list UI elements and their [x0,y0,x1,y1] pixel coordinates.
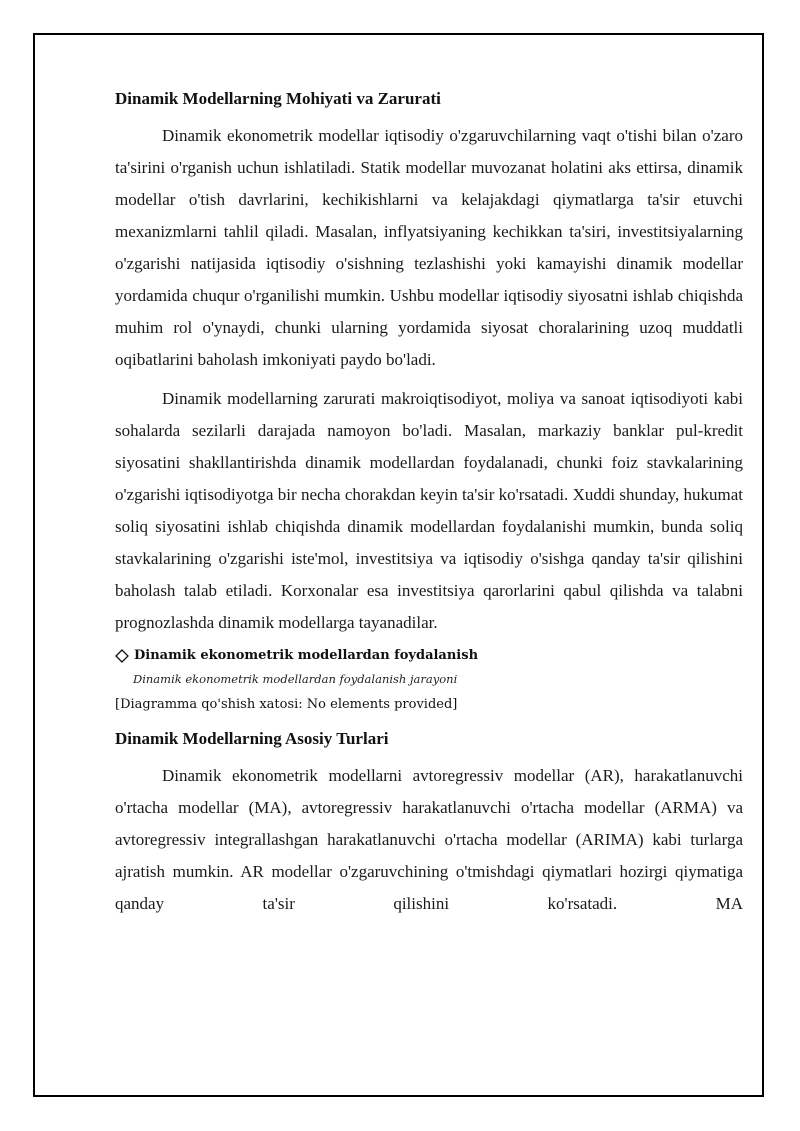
paragraph-zarurati-2: Dinamik modellarning zarurati makroiqtisodiyot, moliya va sanoat iqtisodiyoti kabi sohalarda sezilarli darajada namoyon bo'ladi. Masalan, markaziy banklar pul-kredit siyosatini shakllantirishda dinamik modellardan foydalanadi, chunki foiz stavkalarining o'zgarishi iqtisodiyotga bir necha chorakdan keyin ta'sir ko'rsatadi. Xuddi shunday, hukumat soliq siyosatini ishlab chiqishda dinamik modellardan foydalanishi mumkin, bunda soliq stavkalarining o'zgarishi iste'mol, investitsiya va iqtisodiy o'sishga qanday ta'sir qilishini baholash talab etiladi. Korxonalar esa investitsiya qarorlarini qabul qilishda va talabni prognozlashda dinamik modellarga tayanadilar. [115,389,743,632]
tag-icon [115,649,129,663]
diagram-callout-title [115,646,743,666]
document-body [115,86,743,927]
paragraph-mohiyati-1: Dinamik ekonometrik modellar iqtisodiy o'zgaruvchilarning vaqt o'tishi bilan o'zaro ta'sirini o'rganish uchun ishlatiladi. Statik modellar muvozanat holatini aks ettirsa, dinamik modellar o'tish davrlarini, kechikishlarni va kelajakdagi qiymatlarga ta'sir etuvchi mexanizmlarni tahlil qiladi. Masalan, inflyatsiyaning kechikkan ta'siri, investitsiyalarning o'zgarishi natijasida iqtisodiy o'sishning tezlashishi yoki kamayishi dinamik modellar yordamida chuqur o'rganilishi mumkin. Ushbu modellar iqtisodiy siyosatni ishlab chiqishda muhim rol o'ynaydi, chunki ularning yordamida siyosat choralarining uzoq muddatli oqibatlarini baholash imkoniyati paydo bo'ladi. [115,126,743,369]
section-heading-turlari: Dinamik Modellarning Asosiy Turlari [115,729,389,748]
diagram-subtitle: Dinamik ekonometrik modellardan foydalanish jarayoni [133,672,458,686]
section-heading-mohiyati: Dinamik Modellarning Mohiyati va Zarurati [115,89,441,108]
diagram-callout [115,646,743,715]
paragraph-turlari-1: Dinamik ekonometrik modellarni avtoregressiv modellar (AR), harakatlanuvchi o'rtacha modellar (MA), avtoregressiv harakatlanuvchi o'rtacha modellar (ARMA) va avtoregressiv integrallashgan harakatlanuvchi o'rtacha modellar (ARIMA) kabi turlarga ajratish mumkin. AR modellar o'zgaruvchining o'tmishdagi qiymatlari hozirgi qiymatiga qanday ta'sir qilishini ko'rsatadi. MA [115,766,743,913]
diagram-error-message: [Diagramma qo'shish xatosi: No elements provided] [115,697,458,712]
diagram-title-text: Dinamik ekonometrik modellardan foydalanish [134,648,479,663]
